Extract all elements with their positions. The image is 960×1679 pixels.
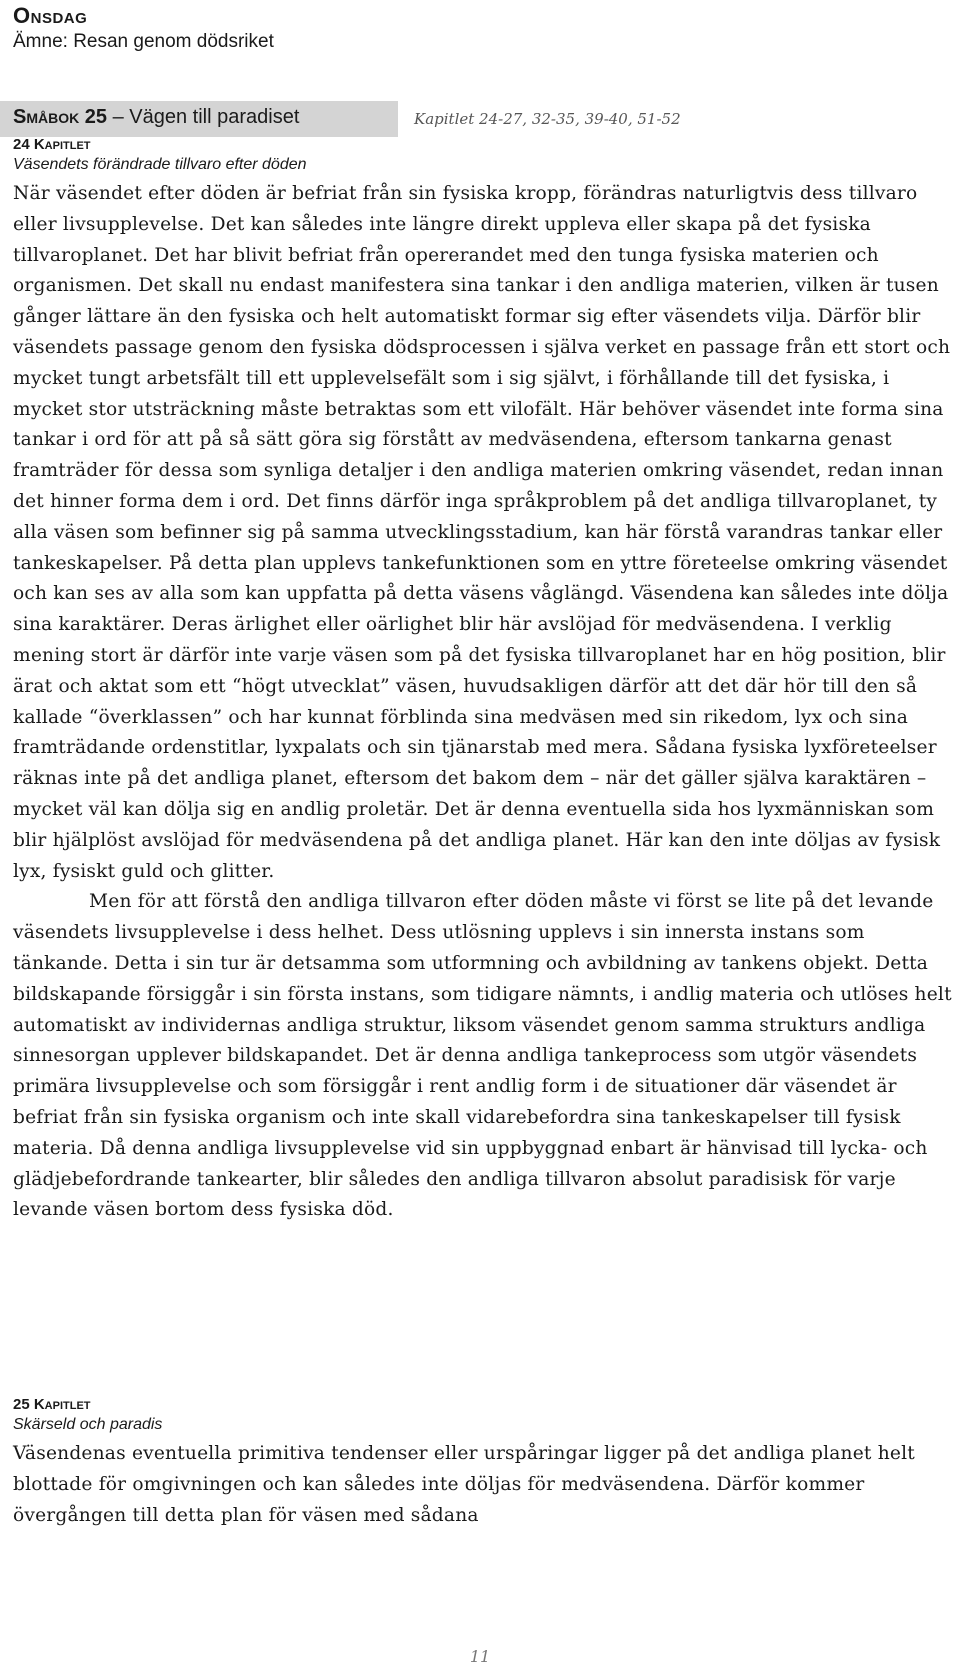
chapter-24-subtitle: Väsendets förändrade tillvaro efter döden — [13, 156, 307, 173]
page-number: 11 — [469, 1647, 491, 1666]
body-paragraph: Men för att förstå den andliga tillvaron efter döden måste vi först se lite på det levande väsendets livsupplevelse i dess helhet. Dess utlösning upplevs i sin innersta instans som tänkande. Detta i sin tur är detsamma som utformning och avbildning av tankens objekt. Detta bildskapande försiggår i sin första instans, som tidigare nämnts, i andlig materia och utlöses helt automatiskt av individernas andliga struktur, liksom väsendet genom samma strukturs andliga sinnesorgan upplever bildskapandet. Det är denna andliga tankeprocess som utgör väsendets primära livsupplevelse och som försiggår i rent andlig form i de situationer där väsendet är befriat från sin fysiska organism och inte skall vidarebefordra sina tankeskapelser till fysisk materia. Då denna andliga livsupplevelse vid sin uppbyggnad enbart är hänvisad till lycka- och glädjebefordrande tankearter, blir således den andliga tillvaron absolut paradisisk för varje levande väsen bortom dess fysiska död. — [13, 891, 952, 1221]
body-paragraph: När väsendet efter döden är befriat från sin fysiska kropp, förändras naturligtvis dess tillvaro eller livsupplevelse. Det kan således inte längre direkt uppleva eller skapa på det fysiska tillvaroplanet. Det har blivit befriat från opererandet med den tunga fysiska materien och organismen. Det skall nu endast manifestera sina tankar i den andliga materien, vilken är tusen gånger lättare än den fysiska och helt automatiskt formar sig efter väsendets vilja. Därför blir väsendets passage genom den fysiska dödsprocessen i själva verket en passage från ett stort och mycket tungt arbetsfält till ett upplevelsefält som i sig självt, i förhållande till det fysiska, i mycket stor utsträckning måste betraktas som ett vilofält. Här behöver väsendet inte forma sina tankar i ord för att på så sätt göra sig förstått av medväsendena, eftersom tankarna genast framträder för dessa som synliga detaljer i den andliga materien omkring väsendet, redan innan det hinner forma dem i ord. Det finns därför inga språkproblem på det andliga tillvaroplanet, ty alla väsen som befinner sig på samma utvecklingsstadium, kan här förstå varandras tankar eller tankeskapelser. På detta plan upplevs tankefunktionen som en yttre företeelse omkring väsendet och kan ses av alla som kan uppfatta på detta väsens våglängd. Väsendena kan således inte dölja sina karaktärer. Deras ärlighet eller oärlighet blir här avslöjad för medväsendena. I verklig mening stort är därför inte varje väsen som på det fysiska tillvaroplanet har en hög position, blir ärat och aktat som ett “högt utvecklat” väsen, huvudsakligen därför att det där hör till den så kallade “överklassen” och har kunnat förblinda sina medväsen med sin rikedom, lyx och sina framträdande ordenstitlar, lyxpalats och sin tjänarstab med mera. Sådana fysiska lyxföreteelser räknas inte på det andliga planet, eftersom det bakom dem – när det gäller själva karaktären – mycket väl kan dölja sig en andlig proletär. Det är denna eventuella sida hos lyxmänniskan som blir hjälplöst avslöjad för medväsendena på det andliga planet. Här kan den inte döljas av fysisk lyx, fysiskt guld och glitter. — [13, 183, 951, 882]
chapter-25-subtitle: Skärseld och paradis — [13, 1416, 163, 1433]
book-title-box — [0, 101, 398, 137]
chapter-24-heading: 24 Kapitlet — [13, 136, 91, 153]
book-header-bar — [0, 101, 960, 137]
book-title-text: Vägen till paradiset — [129, 106, 300, 128]
day-title: Onsdag — [13, 3, 88, 28]
chapter-24-body — [13, 179, 959, 1226]
book-title — [13, 106, 299, 129]
book-chapter-range: Kapitlet 24-27, 32-35, 39-40, 51-52 — [414, 110, 681, 128]
body-paragraph: Väsendenas eventuella primitiva tendenser eller urspåringar ligger på det andliga planet helt blottade för omgivningen och kan således inte döljas för medväsendena. Därför kommer övergången till detta plan för väsen med sådana — [13, 1443, 915, 1526]
book-number-label: Småbok 25 — [13, 106, 108, 128]
chapter-25-body — [13, 1439, 959, 1531]
subject-line: Ämne: Resan genom dödsriket — [13, 31, 274, 52]
chapter-25-heading: 25 Kapitlet — [13, 1396, 91, 1413]
book-title-dash: – — [107, 106, 130, 128]
